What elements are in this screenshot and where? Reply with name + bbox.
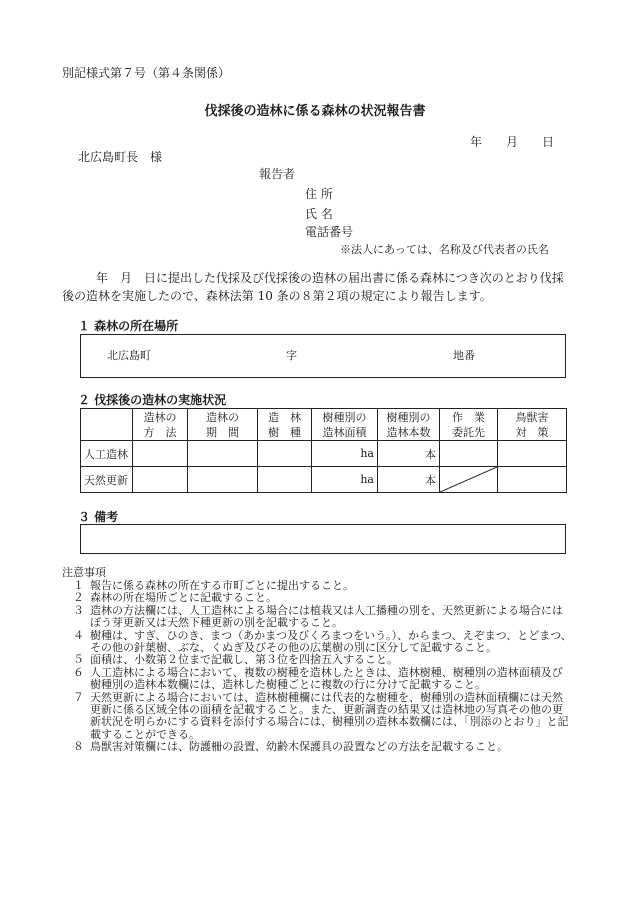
form-number: 別記様式第７号（第４条関係） [62,66,231,80]
table-cell [258,441,312,467]
list-item: ７ 天然更新による場合においては、造林樹種欄には代表的な樹種を、樹種別の造林面積欄には天然更新に係る区域全体の面積を記載すること。また、更新調査の結果又は造林地の写真その他の更新状況を明らかにする資料を添付する場合には、樹種別の造林本数欄には、「別添のとおり」と記載することができる。 [73,690,569,741]
row-label: 人工造林 [81,441,133,467]
col-method: 造林の 方 法 [133,409,188,441]
list-item: ８ 鳥獣害対策欄には、防護柵の設置、幼齢木保護具の設置などの方法を記載すること。 [73,740,508,754]
table-cell [188,441,258,467]
list-item: ４ 樹種は、すぎ、ひのき、まつ（あかまつ及びくろまつをいう。）、からまつ、えぞまつ、とどまつ、その他の針葉樹、ぶな、くぬぎ及びその他の広葉樹の別に区分して記載すること。 [73,628,572,655]
table-row [81,441,567,467]
date-line: 年 月 日 [470,135,555,149]
table-cell [440,441,498,467]
aza-label: 字 [286,349,297,362]
col-area: 樹種別の 造林面積 [312,409,378,441]
location-box [80,334,566,378]
section3-heading: ３ 備考 [78,510,119,524]
corner-cell [81,409,133,441]
corp-note: ※法人にあっては、名称及び代表者の氏名 [340,243,549,256]
col-contractor: 作 業 委託先 [440,409,498,441]
table-cell [498,441,567,467]
table-cell [133,467,188,493]
col-species: 造 林 樹 種 [258,409,312,441]
section2-heading: ２ 伐採後の造林の実施状況 [78,393,227,407]
crossed-out-cell [440,467,498,493]
chiban-label: 地番 [453,349,475,362]
table-row [81,467,567,493]
body-line-2: 後の造林を実施したので、森林法第 10 条の８第２項の規定により報告します。 [62,289,492,303]
list-item: ５ 面積は、小数第２位まで記載し、第３位を四捨五入すること。 [73,653,398,667]
table-cell [258,467,312,493]
section1-heading: １ 森林の所在場所 [78,319,179,333]
remarks-box [80,524,566,554]
document-title: 伐採後の造林に係る森林の状況報告書 [204,104,426,119]
col-wildlife: 鳥獣害 対 策 [498,409,567,441]
list-item: ２ 森林の所在場所ごとに記載すること。 [73,591,277,605]
col-period: 造林の 期 間 [188,409,258,441]
count-unit: 本 [378,467,440,493]
area-unit: ha [312,441,378,467]
body-line-1: 年 月 日に提出した伐採及び伐採後の造林の届出書に係る森林につき次のとおり伐採 [96,271,564,285]
table-cell [498,467,567,493]
table-cell [188,467,258,493]
planting-status-table [80,408,567,493]
phone-label: 電話番号 [305,225,354,239]
reporter-heading: 報告者 [259,167,296,181]
list-item: １ 報告に係る森林の所在する市町ごとに提出すること。 [73,579,354,592]
list-item: ３ 造林の方法欄には、人工造林による場合には植栽又は人工播種の別を、天然更新による場合にはぼう芽更新又は天然下種更新の別を記載すること。 [73,603,563,630]
col-count: 樹種別の 造林本数 [378,409,440,441]
addressee: 北広島町長 様 [78,150,163,164]
notes-heading: 注意事項 [62,566,106,579]
row-label: 天然更新 [81,467,133,493]
list-item: ６ 人工造林による場合において、複数の樹種を造林したときは、造林樹種、樹種別の造林面積及び樹種別の造林本数欄には、造林した樹種ごとに複数の行に分けて記載すること。 [73,665,563,692]
notes-list [62,580,572,754]
town-label: 北広島町 [107,349,151,362]
table-header-row [81,409,567,441]
area-unit: ha [312,467,378,493]
name-label: 氏 名 [305,207,333,221]
address-label: 住 所 [305,187,333,201]
table-cell [133,441,188,467]
count-unit: 本 [378,441,440,467]
diagonal-line [440,467,497,492]
